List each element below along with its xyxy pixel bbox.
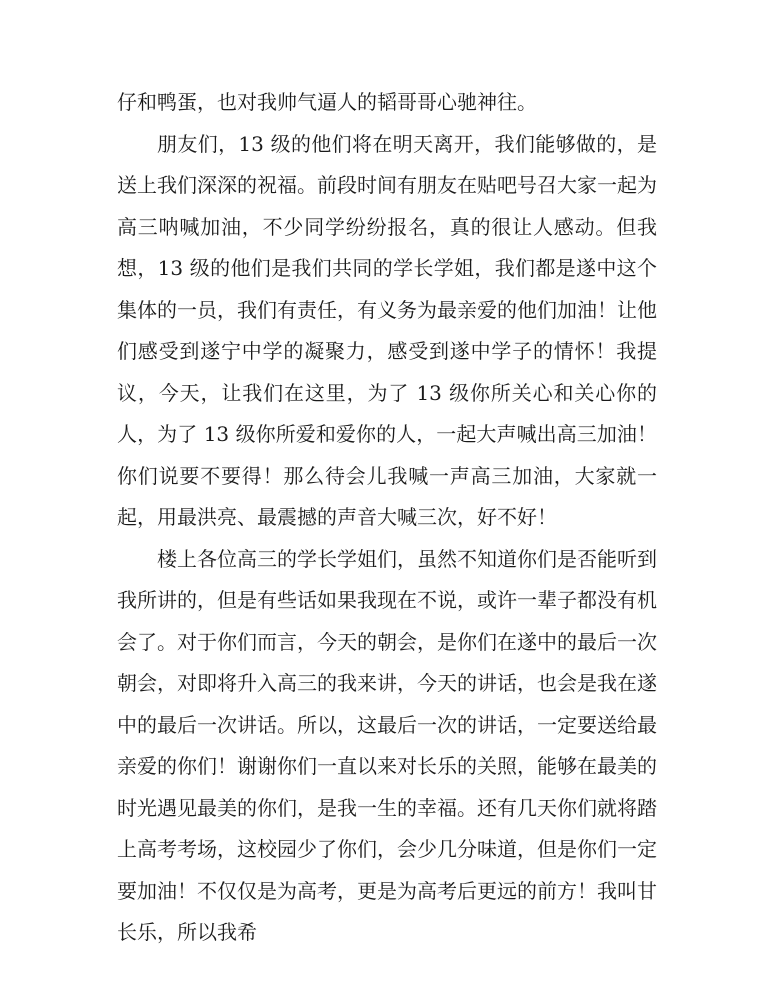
paragraph-2: 朋友们，13 级的他们将在明天离开，我们能够做的，是送上我们深深的祝福。前段时间有朋友在贴吧号召大家一起为高三呐喊加油，不少同学纷纷报名，真的很让人感动。但我想，13 级的他们是我们共同的学长学姐，我们都是遂中这个集体的一员，我们有责任，有义务为最亲爱的他们加油！让他们感受到遂宁中学的凝聚力，感受到遂中学子的情怀！我提议，今天，让我们在这里，为了 13 级你所关心和关心你的人，为了 13 级你所爱和爱你的人，一起大声喊出高三加油！你们说要不要得！那么待会儿我喊一声高三加油，大家就一起，用最洪亮、最震撼的声音大喊三次，好不好！ [117,131,657,529]
paragraph-3: 楼上各位高三的学长学姐们，虽然不知道你们是否能听到我所讲的，但是有些话如果我现在不说，或许一辈子都没有机会了。对于你们而言，今天的朝会，是你们在遂中的最后一次朝会，对即将升入高三的我来讲，今天的讲话，也会是我在遂中的最后一次讲话。所以，这最后一次的讲话，一定要送给最亲爱的你们！谢谢你们一直以来对长乐的关照，能够在最美的时光遇见最美的你们，是我一生的幸福。还有几天你们就将踏上高考考场，这校园少了你们，会少几分味道，但是你们一定要加油！不仅仅是为高考，更是为高考后更远的前方！我叫甘长乐，所以我希 [117,546,657,944]
paragraph-1: 仔和鸭蛋，也对我帅气逼人的韬哥哥心驰神往。 [117,90,537,114]
body-text [117,82,657,954]
